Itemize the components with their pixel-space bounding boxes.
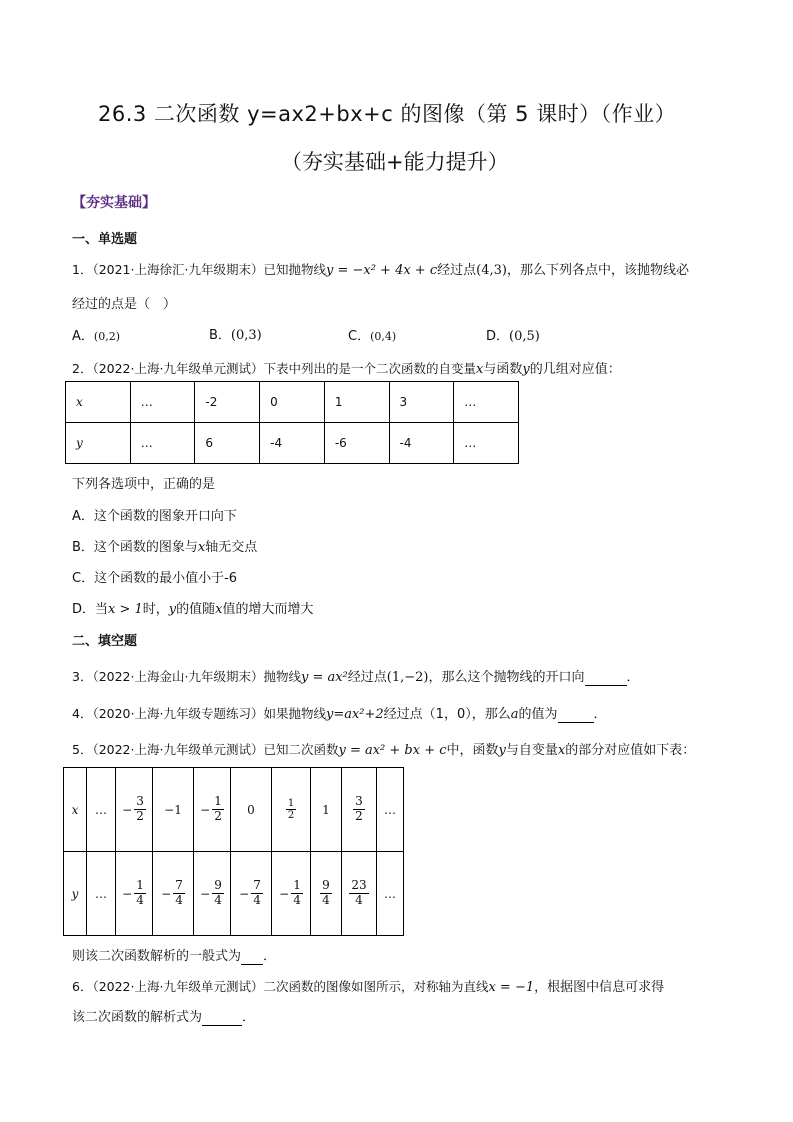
q5-var-y: y — [498, 743, 506, 758]
section-basic-heading: 【夯实基础】 — [72, 195, 156, 211]
q1-option-c[interactable] — [348, 325, 396, 344]
q5-formula: y = ax² + bx + c — [338, 743, 447, 758]
frac-den: 4 — [253, 893, 261, 907]
table-cell: -4 — [260, 423, 325, 464]
table-cell: 1 — [311, 768, 342, 852]
table-cell — [272, 852, 311, 936]
table-cell — [311, 852, 342, 936]
fraction — [349, 879, 368, 908]
option-text: D．当 — [72, 602, 109, 617]
option-var: y — [168, 602, 177, 617]
q2-value-table — [65, 381, 519, 464]
frac-den: 2 — [355, 809, 363, 823]
q1-line2: 经过的点是（ ） — [72, 297, 177, 312]
q2-option-b[interactable] — [72, 536, 257, 555]
q1-suffix: ，那么下列各点中，该抛物线必 — [506, 263, 689, 278]
q6-prefix: 6．（2022·上海·九年级单元测试）二次函数的图像如图所示，对称轴为直线 — [72, 979, 489, 994]
table-cell: x — [66, 382, 131, 423]
q4-suffix: 的值为 — [518, 707, 558, 722]
table-cell: … — [130, 423, 195, 464]
question-5 — [72, 739, 695, 758]
frac-den: 2 — [214, 809, 222, 823]
table-cell: 1 — [324, 382, 389, 423]
q3-prefix: 3．（2022·上海金山·九年级期末）抛物线 — [72, 669, 301, 684]
q6-line2 — [72, 1006, 255, 1026]
q5-answer-line — [72, 945, 276, 965]
frac-den: 2 — [136, 809, 144, 823]
frac-sign: − — [161, 886, 172, 901]
table-cell — [194, 768, 231, 852]
frac-sign: − — [200, 886, 211, 901]
q5-answer-blank[interactable] — [241, 949, 263, 965]
option-value: (0,3) — [230, 328, 262, 343]
frac-num: 1 — [293, 878, 301, 893]
frac-num: 3 — [136, 794, 144, 809]
part-one-heading: 一、单选题 — [72, 232, 138, 247]
fraction — [134, 795, 146, 824]
table-cell: … — [87, 768, 116, 852]
table-row-x — [64, 768, 404, 852]
table-cell: … — [454, 423, 519, 464]
option-var: x — [215, 602, 223, 617]
frac-sign: − — [200, 802, 211, 817]
frac-num: 9 — [214, 878, 222, 893]
table-row-y — [66, 423, 519, 464]
fraction — [291, 879, 303, 908]
q4-end: ． — [593, 707, 607, 722]
question-2 — [72, 358, 621, 377]
q3-formula: y = ax² — [300, 670, 348, 685]
option-label: B． — [209, 328, 231, 343]
q2-suffix: 的几组对应值： — [529, 362, 621, 377]
page-title: 26.3 二次函数 y=ax2+bx+c 的图像（第 5 课时）（作业） — [98, 102, 677, 126]
q5-prefix: 5．（2022·上海·九年级单元测试）已知二次函数 — [72, 742, 339, 757]
part-two-heading: 二、填空题 — [72, 634, 138, 649]
q4-var: a — [510, 707, 519, 722]
q1-option-d[interactable] — [486, 325, 540, 344]
q1-option-a[interactable] — [72, 325, 120, 344]
page-subtitle: （夯实基础+能力提升） — [281, 150, 509, 174]
q2-option-a[interactable]: A．这个函数的图象开口向下 — [72, 509, 237, 524]
q6-line2-text: 该二次函数的解析式为 — [72, 1010, 203, 1025]
question-1 — [72, 259, 689, 278]
frac-num: 3 — [355, 794, 363, 809]
frac-den: 4 — [355, 893, 363, 907]
table-cell: … — [454, 382, 519, 423]
option-text: 时， — [142, 602, 169, 617]
q2-var-y: y — [522, 362, 530, 377]
q2-stem: 下列各选项中，正确的是 — [72, 477, 216, 492]
q1-point: (4,3) — [476, 263, 507, 278]
frac-num: 9 — [322, 878, 330, 893]
frac-den: 4 — [136, 893, 144, 907]
q4-formula: y=ax²+2 — [325, 707, 384, 722]
fraction — [134, 879, 146, 908]
fraction — [286, 798, 296, 822]
table-cell: −1 — [153, 768, 194, 852]
table-cell — [194, 852, 231, 936]
option-label: A． — [72, 329, 94, 344]
option-var: x — [197, 540, 206, 555]
q2-mid: 与函数 — [483, 362, 523, 377]
q5-suffix: 的部分对应值如下表： — [565, 743, 696, 758]
fraction — [212, 879, 224, 908]
fraction — [353, 795, 365, 824]
frac-den: 2 — [287, 810, 295, 821]
frac-den: 4 — [322, 893, 330, 907]
option-text: B．这个函数的图象与 — [72, 540, 198, 555]
table-cell: y — [66, 423, 131, 464]
q1-mid: 经过点 — [437, 263, 477, 278]
fraction — [251, 879, 263, 908]
table-cell: … — [377, 852, 404, 936]
option-label: D． — [486, 329, 510, 344]
frac-num: 1 — [136, 878, 144, 893]
table-cell: y — [64, 852, 87, 936]
q2-var-x: x — [475, 362, 484, 377]
table-cell — [153, 852, 194, 936]
frac-num: 1 — [214, 794, 222, 809]
fraction — [173, 879, 185, 908]
frac-sign: − — [122, 802, 133, 817]
q5-after: 则该二次函数解析的一般式为 — [72, 949, 242, 964]
q4-prefix: 4．（2020·上海·九年级专题练习）如果抛物线 — [72, 706, 326, 721]
table-cell: 0 — [260, 382, 325, 423]
frac-num: 1 — [287, 797, 295, 809]
frac-num: 7 — [253, 878, 261, 893]
option-value: (0,2) — [93, 330, 120, 343]
table-cell: -4 — [389, 423, 454, 464]
q6-suffix: ，根据图中信息可求得 — [534, 980, 665, 995]
q5-value-table — [63, 767, 404, 936]
q3-answer-blank[interactable] — [585, 670, 627, 686]
q6-formula: x = −1 — [488, 980, 535, 995]
q6-answer-blank[interactable] — [202, 1010, 242, 1026]
frac-den: 4 — [293, 893, 301, 907]
frac-den: 4 — [214, 893, 222, 907]
option-label: C． — [348, 329, 371, 344]
frac-den: 4 — [175, 893, 183, 907]
fraction — [212, 795, 224, 824]
frac-num: 7 — [175, 878, 183, 893]
table-cell — [342, 768, 377, 852]
table-cell: … — [87, 852, 116, 936]
table-row-y — [64, 852, 404, 936]
q2-option-c[interactable]: C．这个函数的最小值小于-6 — [72, 571, 238, 586]
option-condition: x > 1 — [108, 602, 143, 617]
table-cell: 6 — [195, 423, 260, 464]
table-cell: -2 — [195, 382, 260, 423]
table-cell — [116, 768, 153, 852]
q3-point: (1,−2) — [386, 670, 429, 685]
table-cell — [272, 768, 311, 852]
q5-end: ． — [263, 949, 277, 964]
frac-sign: − — [122, 886, 133, 901]
q5-mid2: 与自变量 — [505, 743, 558, 758]
q3-suffix: ，那么这个抛物线的开口向 — [428, 670, 585, 685]
option-value: (0,4) — [370, 330, 397, 343]
table-cell — [231, 852, 272, 936]
table-cell: 0 — [231, 768, 272, 852]
q5-mid: 中，函数 — [446, 743, 499, 758]
question-3 — [72, 666, 640, 686]
question-4 — [72, 703, 607, 723]
q4-mid: 经过点（1，0），那么 — [383, 707, 511, 722]
option-value: (0,5) — [509, 329, 540, 344]
q3-end: ． — [626, 670, 640, 685]
question-6 — [72, 976, 664, 995]
fraction — [320, 879, 332, 908]
frac-sign: − — [239, 886, 250, 901]
table-cell: x — [64, 768, 87, 852]
option-text: 的值随 — [176, 602, 216, 617]
q2-option-d[interactable] — [72, 598, 314, 617]
q5-var-x: x — [557, 743, 566, 758]
q1-prefix: 1．（2021·上海徐汇·九年级期末）已知抛物线 — [72, 262, 326, 277]
table-cell — [342, 852, 377, 936]
q1-formula: y = −x² + 4x + c — [325, 263, 438, 278]
option-text: 值的增大而增大 — [222, 602, 314, 617]
table-cell: … — [377, 768, 404, 852]
table-cell: … — [130, 382, 195, 423]
q4-answer-blank[interactable] — [558, 707, 594, 723]
q2-prefix: 2．（2022·上海·九年级单元测试）下表中列出的是一个二次函数的自变量 — [72, 361, 476, 376]
q6-end: ． — [242, 1010, 256, 1025]
table-cell: -6 — [324, 423, 389, 464]
table-cell: 3 — [389, 382, 454, 423]
frac-sign: − — [279, 886, 290, 901]
q3-mid: 经过点 — [347, 670, 387, 685]
option-text: 轴无交点 — [205, 540, 258, 555]
table-row-x — [66, 382, 519, 423]
table-cell — [116, 852, 153, 936]
frac-num: 23 — [351, 878, 367, 893]
q1-option-b[interactable] — [209, 324, 262, 343]
